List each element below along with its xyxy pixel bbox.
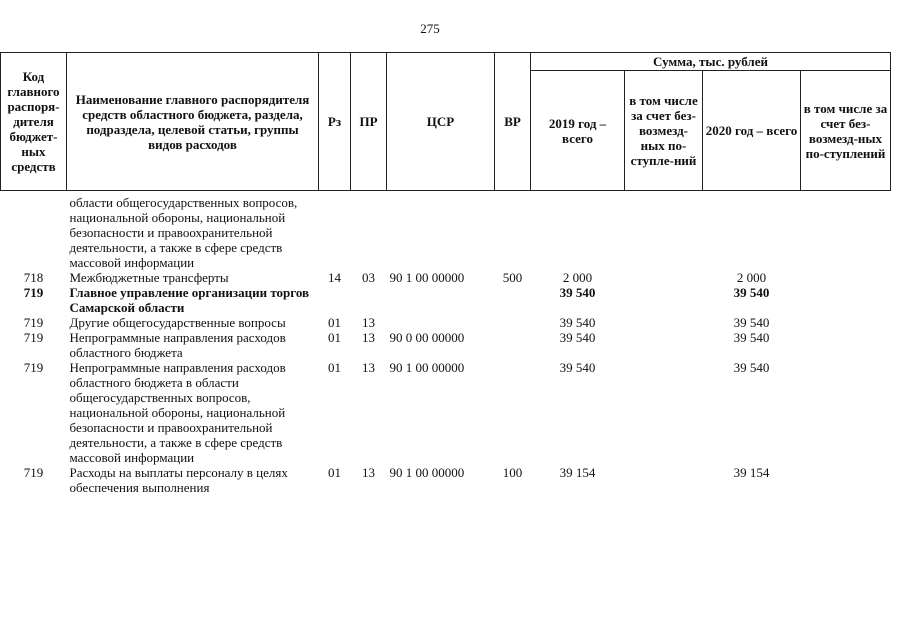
row-2020-incl <box>801 465 891 495</box>
row-pr: 13 <box>362 465 375 480</box>
row-code: 719 <box>23 330 44 345</box>
row-2019: 39 540 <box>559 315 596 330</box>
row-pr: 03 <box>362 270 375 285</box>
row-csr: 90 1 00 00000 <box>389 360 465 375</box>
row-2019 <box>531 195 625 270</box>
row-2020-incl <box>801 285 891 315</box>
row-rz <box>319 195 351 270</box>
table-header <box>1 53 891 196</box>
row-pr <box>351 285 387 315</box>
row-name: Расходы на выплаты персоналу в целях обеспечения выполнения <box>69 465 288 495</box>
row-2020-incl <box>801 360 891 465</box>
header-rz: Рз <box>319 53 351 191</box>
table-row <box>1 285 891 315</box>
row-2019-incl <box>625 195 703 270</box>
row-name: Межбюджетные трансферты <box>69 270 229 285</box>
row-rz: 01 <box>328 465 341 480</box>
table-row <box>1 360 891 465</box>
row-vr: 500 <box>502 270 523 285</box>
row-csr <box>387 315 495 330</box>
row-2020: 39 540 <box>733 360 770 375</box>
budget-table <box>0 52 891 495</box>
row-vr <box>495 330 531 360</box>
header-2019-total: 2019 год – всего <box>531 71 625 191</box>
row-csr: 90 1 00 00000 <box>389 465 465 480</box>
row-csr: 90 0 00 00000 <box>389 330 465 345</box>
header-code: Код главного распоря-дителя бюджет-ных средств <box>1 53 67 191</box>
row-code: 719 <box>23 315 44 330</box>
row-vr <box>495 315 531 330</box>
row-2020 <box>703 195 801 270</box>
row-rz <box>319 285 351 315</box>
row-2020: 39 540 <box>733 330 770 345</box>
header-2020-incl: в том числе за счет без-возмезд-ных по-ступлений <box>801 71 891 191</box>
row-csr <box>387 285 495 315</box>
header-2020-total: 2020 год – всего <box>703 71 801 191</box>
table-row <box>1 330 891 360</box>
row-pr: 13 <box>362 315 375 330</box>
table-row <box>1 315 891 330</box>
row-csr: 90 1 00 00000 <box>389 270 465 285</box>
row-2019-incl <box>625 315 703 330</box>
row-2019-incl <box>625 330 703 360</box>
row-rz: 01 <box>328 360 341 375</box>
row-2019-incl <box>625 270 703 285</box>
row-2020: 39 540 <box>733 315 770 330</box>
table-row <box>1 195 891 270</box>
row-2019-incl <box>625 285 703 315</box>
row-vr <box>495 360 531 465</box>
row-rz: 01 <box>328 315 341 330</box>
header-pr: ПР <box>351 53 387 191</box>
row-2020: 2 000 <box>736 270 767 285</box>
row-2019: 39 540 <box>559 330 596 345</box>
table-body <box>1 195 891 495</box>
row-name: Главное управление организации торгов Самарской области <box>69 285 310 315</box>
row-2020-incl <box>801 315 891 330</box>
row-name: Другие общегосударственные вопросы <box>69 315 286 330</box>
header-csr: ЦСР <box>387 53 495 191</box>
row-rz: 14 <box>328 270 341 285</box>
row-2020-incl <box>801 195 891 270</box>
row-name: области общегосударственных вопросов, национальной обороны, национальной безопасности и правоохранительной деятельности, а также в сфере средств массовой информации <box>69 195 298 270</box>
row-2019: 39 540 <box>559 360 596 375</box>
row-vr <box>495 195 531 270</box>
row-2020-incl <box>801 270 891 285</box>
row-vr <box>495 285 531 315</box>
row-2019: 2 000 <box>562 270 593 285</box>
row-2019-incl <box>625 360 703 465</box>
header-sum: Сумма, тыс. рублей <box>531 53 891 71</box>
table-row <box>1 270 891 285</box>
page-number: 275 <box>420 21 440 36</box>
row-name: Непрограммные направления расходов областного бюджета в области общегосударственных вопросов, национальной обороны, национальной безопасности и правоохранительной деятельности, а также в сфере средств массовой информации <box>69 360 286 465</box>
row-code: 719 <box>23 360 44 375</box>
row-code <box>1 195 67 270</box>
row-rz: 01 <box>328 330 341 345</box>
row-code: 719 <box>23 285 44 300</box>
table-row <box>1 465 891 495</box>
row-2020: 39 540 <box>733 285 770 300</box>
row-2020: 39 154 <box>733 465 770 480</box>
row-name: Непрограммные направления расходов областного бюджета <box>69 330 286 360</box>
row-vr: 100 <box>502 465 523 480</box>
row-code: 719 <box>23 465 44 480</box>
row-2019: 39 154 <box>559 465 596 480</box>
header-name: Наименование главного распорядителя средств областного бюджета, раздела, подраздела, целевой статьи, группы видов расходов <box>67 53 319 191</box>
row-pr: 13 <box>362 360 375 375</box>
row-2019-incl <box>625 465 703 495</box>
row-pr: 13 <box>362 330 375 345</box>
row-pr <box>351 195 387 270</box>
row-csr <box>387 195 495 270</box>
header-vr: ВР <box>495 53 531 191</box>
row-2019: 39 540 <box>559 285 596 300</box>
row-2020-incl <box>801 330 891 360</box>
row-code: 718 <box>23 270 44 285</box>
header-2019-incl: в том числе за счет без-возмезд-ных по-ступле-ний <box>625 71 703 191</box>
